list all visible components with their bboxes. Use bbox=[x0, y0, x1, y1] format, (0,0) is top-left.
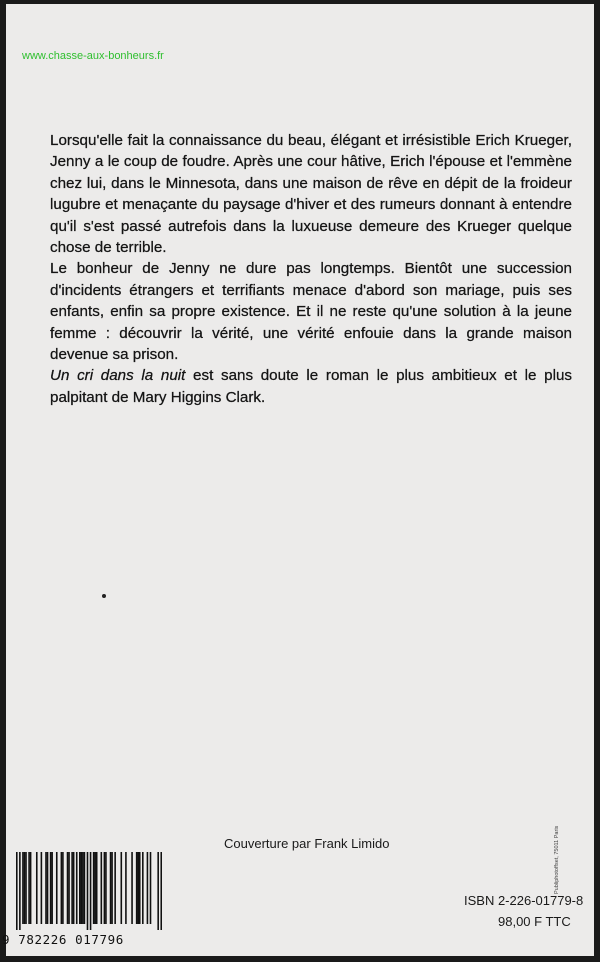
barcode-bar bbox=[94, 852, 96, 924]
isbn-label: ISBN 2-226-01779-8 bbox=[464, 893, 584, 908]
watermark-url: www.chasse-aux-bonheurs.fr bbox=[22, 50, 164, 62]
barcode-bar bbox=[30, 852, 32, 924]
barcode-bar bbox=[147, 852, 149, 924]
barcode-bar bbox=[76, 852, 78, 924]
blurb-paragraph-3-rest: est sans doute le roman le plus ambitieux et le plus palpitant de Mary Higgins Clark. bbox=[50, 367, 572, 406]
barcode-bar bbox=[28, 852, 30, 924]
barcode-bar bbox=[114, 852, 116, 924]
barcode-bar bbox=[50, 852, 52, 924]
barcode-bar bbox=[45, 852, 47, 924]
barcode-bar bbox=[71, 852, 73, 924]
blurb-text bbox=[50, 130, 572, 408]
barcode-bar bbox=[51, 852, 53, 924]
print-speck bbox=[102, 594, 106, 598]
barcode-bar bbox=[90, 852, 92, 930]
barcode-bar bbox=[105, 852, 107, 924]
barcode-digits: 9 782226 017796 bbox=[2, 932, 124, 947]
barcode-bar bbox=[81, 852, 83, 924]
barcode-bar bbox=[62, 852, 64, 924]
cover-credit: Couverture par Frank Limido bbox=[224, 836, 390, 851]
barcode-bar bbox=[82, 852, 84, 924]
barcode-bar bbox=[121, 852, 123, 924]
barcode-bar bbox=[96, 852, 98, 924]
blurb-paragraph-2: Le bonheur de Jenny ne dure pas longtemps. Bientôt une succession d'incidents étrangers et terrifiants menace d'abord son mariage, puis ses enfants, enfin sa propre existence. Et il ne reste qu'une solution à la jeune femme : découvrir la vérité, une vérité enfouie dans la grande maison devenue sa prison. bbox=[50, 260, 572, 364]
barcode-bar bbox=[142, 852, 144, 924]
barcode-bar bbox=[110, 852, 112, 924]
book-title: Un cri dans la nuit bbox=[50, 367, 186, 385]
blurb-paragraph-1: Lorsqu'elle fait la connaissance du beau, élégant et irrésistible Erich Krueger, Jenny a le coup de foudre. Après une cour hâtive, Erich l'épouse et l'emmène chez lui, dans le Minnesota, dans une maison de rêve en dépit de la froideur lugubre et menaçante du paysage d'hiver et des rumeurs donnant à entendre qu'il s'est passé autrefois dans la luxueuse demeure des Krueger quelque chose de terrible. bbox=[50, 132, 572, 257]
barcode-bar bbox=[131, 852, 133, 924]
barcode-bar bbox=[136, 852, 138, 924]
barcode-bar bbox=[84, 852, 86, 924]
barcode-block bbox=[2, 852, 164, 958]
barcode-bar bbox=[111, 852, 113, 924]
barcode-bar bbox=[157, 852, 159, 930]
barcode-bar bbox=[24, 852, 26, 924]
barcode-bar bbox=[160, 852, 162, 930]
barcode-bar bbox=[61, 852, 63, 924]
barcode-bar bbox=[101, 852, 103, 924]
barcode-bar bbox=[73, 852, 75, 924]
barcode bbox=[16, 852, 162, 930]
barcode-bar bbox=[93, 852, 95, 924]
price-label: 98,00 F TTC bbox=[498, 914, 571, 929]
barcode-bar bbox=[25, 852, 27, 924]
barcode-bar bbox=[87, 852, 89, 930]
barcode-bar bbox=[19, 852, 21, 930]
book-back-cover bbox=[6, 4, 594, 956]
barcode-bar bbox=[150, 852, 152, 924]
barcode-bar bbox=[139, 852, 141, 924]
barcode-bar bbox=[56, 852, 58, 924]
barcode-bar bbox=[137, 852, 139, 924]
publisher-mark: Publiphotoffset, 75011 Paris bbox=[554, 825, 560, 894]
barcode-bar bbox=[47, 852, 49, 924]
barcode-bar bbox=[16, 852, 18, 930]
barcode-bar bbox=[68, 852, 70, 924]
barcode-bar bbox=[41, 852, 43, 924]
barcode-bar bbox=[79, 852, 81, 924]
barcode-bar bbox=[125, 852, 127, 924]
blurb-paragraph-3 bbox=[50, 365, 572, 408]
barcode-bar bbox=[67, 852, 69, 924]
barcode-bar bbox=[22, 852, 24, 924]
barcode-bar bbox=[104, 852, 106, 924]
barcode-bar bbox=[36, 852, 38, 924]
